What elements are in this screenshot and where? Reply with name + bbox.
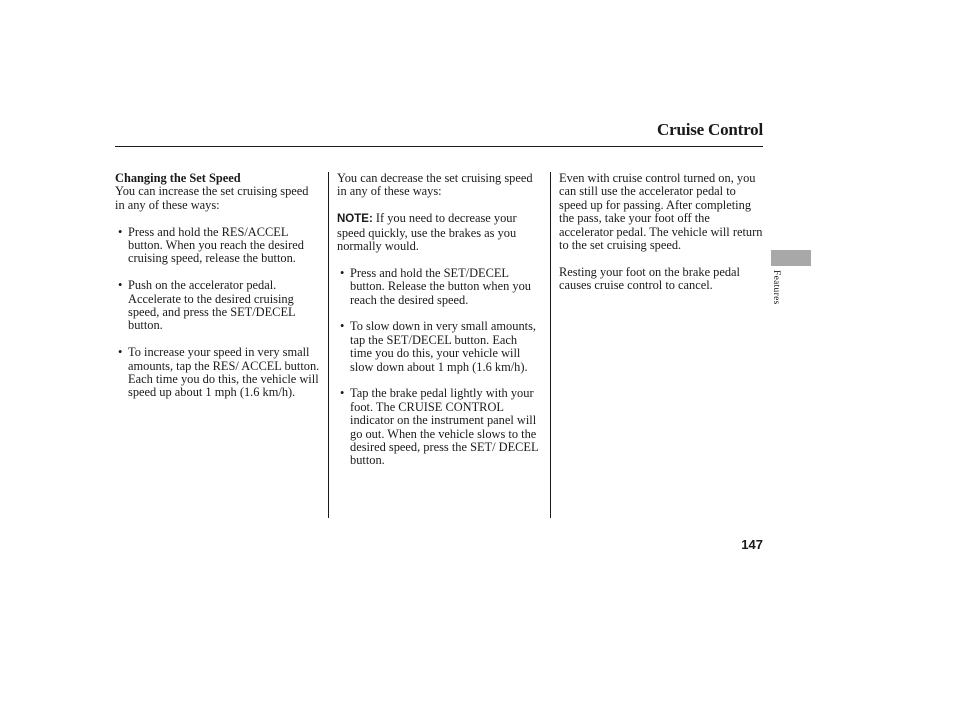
intro-paragraph: You can increase the set cruising speed in any of these ways: bbox=[115, 184, 309, 212]
decrease-speed-list bbox=[337, 267, 542, 468]
side-section-label: Features bbox=[771, 270, 781, 305]
page-number: 147 bbox=[741, 537, 763, 552]
paragraph: Resting your foot on the brake pedal causes cruise control to cancel. bbox=[559, 264, 740, 293]
section-tab bbox=[771, 250, 811, 266]
column-3 bbox=[559, 172, 764, 306]
column-2 bbox=[337, 172, 542, 481]
list-item: • To slow down in very small amounts, tap the SET/DECEL button. Each time you do this, your vehicle will slow down about 1 mph (1.6 km/h). bbox=[340, 319, 537, 374]
note-paragraph bbox=[337, 212, 542, 253]
increase-speed-list bbox=[115, 226, 320, 400]
list-item: • Push on the accelerator pedal. Accelerate to the desired cruising speed, and press the SET/DECEL button. bbox=[118, 278, 296, 333]
list-item: • To increase your speed in very small amounts, tap the RES/ ACCEL button. Each time you do this, the vehicle will speed up about 1 mph (1.6 km/h). bbox=[118, 345, 320, 400]
column-divider bbox=[328, 172, 329, 518]
note-label: NOTE: bbox=[337, 213, 373, 226]
page-title: Cruise Control bbox=[657, 120, 763, 139]
paragraph: Even with cruise control turned on, you can still use the accelerator pedal to speed up for passing. After completing the pass, take your foot off the accelerator pedal. The vehicle will return to the set cruising speed. bbox=[559, 171, 763, 253]
header-rule bbox=[115, 146, 763, 147]
intro-paragraph: You can decrease the set cruising speed in any of these ways: bbox=[337, 171, 533, 199]
column-1 bbox=[115, 172, 320, 413]
list-item: • Press and hold the RES/ACCEL button. When you reach the desired cruising speed, release the button. bbox=[118, 224, 304, 266]
list-item: • Tap the brake pedal lightly with your foot. The CRUISE CONTROL indicator on the instrument panel will go out. When the vehicle slows to the desired speed, press the SET/ DECEL button. bbox=[340, 386, 539, 468]
note-text: If you need to decrease your speed quickly, use the brakes as you normally would. bbox=[337, 211, 517, 254]
column-divider bbox=[550, 172, 551, 518]
section-heading: Changing the Set Speed bbox=[115, 171, 241, 185]
list-item: • Press and hold the SET/DECEL button. Release the button when you reach the desired speed. bbox=[340, 265, 532, 307]
